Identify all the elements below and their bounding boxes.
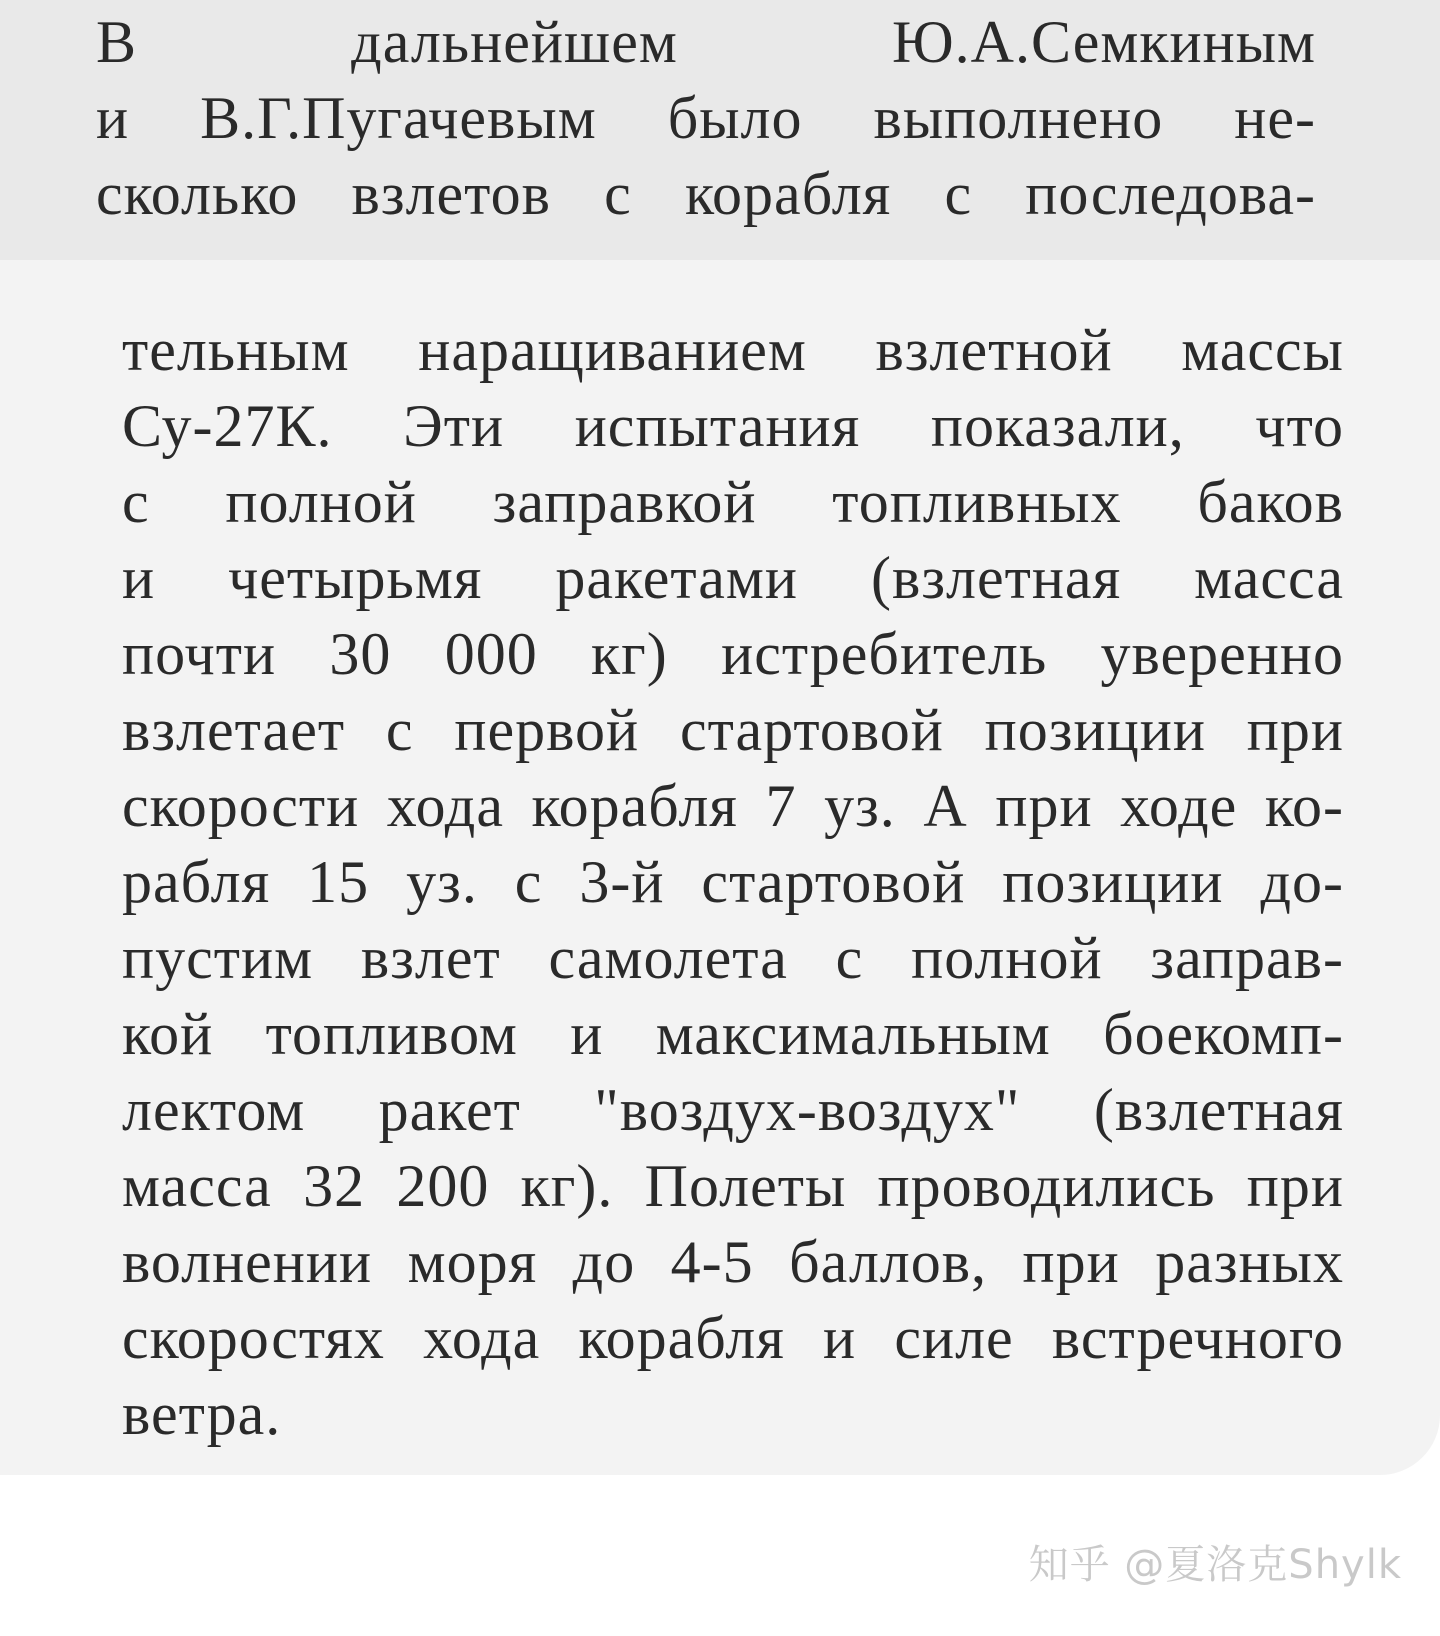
text-line: пустим взлет самолета с полной заправ-: [122, 925, 1344, 991]
text-line: и В.Г.Пугачевым было выполнено не-: [96, 85, 1316, 151]
text-line: с полной заправкой топливных баков: [122, 469, 1344, 535]
text-line: и четырьмя ракетами (взлетная масса: [122, 545, 1344, 611]
text-line: взлетает с первой стартовой позиции при: [122, 697, 1344, 763]
text-line-last: ветра.: [122, 1381, 282, 1447]
text-line: лектом ракет "воздух-воздух" (взлетная: [122, 1077, 1344, 1143]
text-line: тельным наращиванием взлетной массы: [122, 317, 1344, 383]
text-line: масса 32 200 кг). Полеты проводились при: [122, 1153, 1344, 1219]
text-line: скорости хода корабля 7 уз. А при ходе ко-: [122, 773, 1344, 839]
watermark: 知乎 @夏洛克Shylk: [1028, 1542, 1402, 1588]
text-line: сколько взлетов с корабля с последова-: [96, 161, 1316, 227]
text-line: В дальнейшем Ю.А.Семкиным: [96, 9, 1316, 75]
text-line: волнении моря до 4-5 баллов, при разных: [122, 1229, 1344, 1295]
text-line: почти 30 000 кг) истребитель уверенно: [122, 621, 1344, 687]
paragraph-top: [96, 4, 1316, 232]
text-line: Су-27К. Эти испытания показали, что: [122, 393, 1344, 459]
text-line: скоростях хода корабля и силе встречного: [122, 1305, 1344, 1371]
text-line: кой топливом и максимальным боекомп-: [122, 1001, 1344, 1067]
paragraph-main: [122, 312, 1344, 1452]
text-line: рабля 15 уз. с 3-й стартовой позиции до-: [122, 849, 1344, 915]
